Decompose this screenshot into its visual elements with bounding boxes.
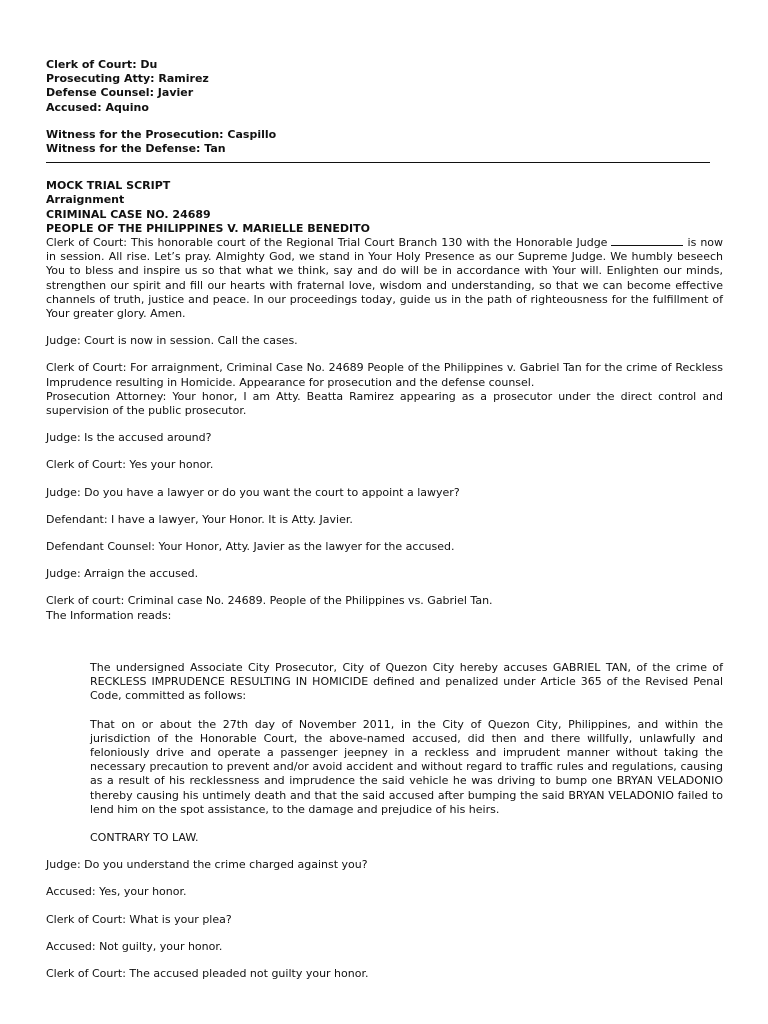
clerk-plea: Clerk of Court: What is your plea?	[46, 912, 232, 926]
clerk-pleaded: Clerk of Court: The accused pleaded not guilty your honor.	[46, 966, 369, 980]
cast-witness-defense: Witness for the Defense: Tan	[46, 142, 226, 156]
judge-understand: Judge: Do you understand the crime charged against you?	[46, 858, 368, 872]
heading-title: MOCK TRIAL SCRIPT	[46, 179, 171, 193]
heading-subtitle: Arraignment	[46, 193, 125, 207]
accused-yes: Accused: Yes, your honor.	[46, 885, 187, 899]
cast-witness-prosecution: Witness for the Prosecution: Caspillo	[46, 127, 277, 141]
information-paragraph-1: The undersigned Associate City Prosecutor, City of Quezon City hereby accuses GABRIEL TAN, of the crime of RECKLESS IMPRUDENCE RESULTING IN HOMICIDE defined and penalized under Article 365 of the Revised Penal Code, committed as follows:	[90, 660, 723, 703]
heading-case-no: CRIMINAL CASE NO. 24689	[46, 207, 211, 221]
cast-defense: Defense Counsel: Javier	[46, 86, 194, 100]
opening-prayer-rest: is now in session. All rise. Let’s pray. Almighty God, we stand in Your Holy Presence as our Supreme Judge. We humbly beseech You to bless and inspire us so that what we think, say and do will be in accordance with Your will. Enlighten our minds, strengthen our spirit and fill our hearts with fraternal love, wisdom and understanding, so that we can become effective channels of truth, justice and peace. In our proceedings today, guide us in the path of righteousness for the fulfillment of Your greater glory. Amen.	[46, 236, 724, 321]
document-page	[46, 58, 723, 981]
cast-list	[46, 58, 723, 156]
cast-spacer	[46, 115, 723, 128]
judge-lawyer: Judge: Do you have a lawyer or do you want the court to appoint a lawyer?	[46, 485, 460, 499]
script-heading	[46, 179, 723, 236]
heading-case-title: PEOPLE OF THE PHILIPPINES V. MARIELLE BENEDITO	[46, 221, 370, 235]
cast-accused: Accused: Aquino	[46, 100, 149, 114]
judge-session: Judge: Court is now in session. Call the cases.	[46, 334, 298, 348]
prosecution-appearance: Prosecution Attorney: Your honor, I am Atty. Beatta Ramirez appearing as a prosecutor under the direct control and supervision of the public prosecutor.	[46, 389, 723, 418]
opening-prayer	[46, 236, 723, 321]
defense-appearance: Defendant Counsel: Your Honor, Atty. Javier as the lawyer for the accused.	[46, 540, 455, 554]
judge-arraign: Judge: Arraign the accused.	[46, 567, 199, 581]
cast-clerk: Clerk of Court: Du	[46, 58, 158, 71]
judge-name-blank	[611, 236, 683, 246]
contrary-to-law: CONTRARY TO LAW.	[90, 830, 199, 844]
clerk-yes: Clerk of Court: Yes your honor.	[46, 458, 214, 472]
information-paragraph-2: That on or about the 27th day of November 2011, in the City of Quezon City, Philippines, and within the jurisdiction of the Honorable Court, the above-named accused, did then and there willfully, unlawfully and feloniously drive and operate a passenger jeepney in a reckless and imprudent manner without taking the necessary precaution to prevent and/or avoid accident and without regard to traffic rules and regulations, causing as a result of his recklessness and imprudence the said vehicle he was driving to bump one BRYAN VELADONIO thereby causing his untimely death and that the said accused after bumping the said BRYAN VELADONIO failed to lend him on the spot assistance, to the damage and prejudice of his heirs.	[90, 717, 723, 816]
clerk-case: Clerk of court: Criminal case No. 24689. People of the Philippines vs. Gabriel Tan.	[46, 594, 493, 608]
cast-prosecutor: Prosecuting Atty: Ramirez	[46, 72, 209, 86]
information-reads: The Information reads:	[46, 608, 172, 622]
defendant-lawyer: Defendant: I have a lawyer, Your Honor. It is Atty. Javier.	[46, 512, 353, 526]
divider-rule	[46, 162, 710, 163]
judge-accused-around: Judge: Is the accused around?	[46, 431, 212, 445]
opening-prayer-start: Clerk of Court: This honorable court of the Regional Trial Court Branch 130 with the Honorable Judge	[46, 236, 608, 250]
information-block	[46, 661, 723, 845]
accused-not-guilty: Accused: Not guilty, your honor.	[46, 939, 223, 953]
clerk-arraignment: Clerk of Court: For arraignment, Criminal Case No. 24689 People of the Philippines v. Gabriel Tan for the crime of Reckless Imprudence resulting in Homicide. Appearance for prosecution and the defense counsel.	[46, 361, 723, 389]
